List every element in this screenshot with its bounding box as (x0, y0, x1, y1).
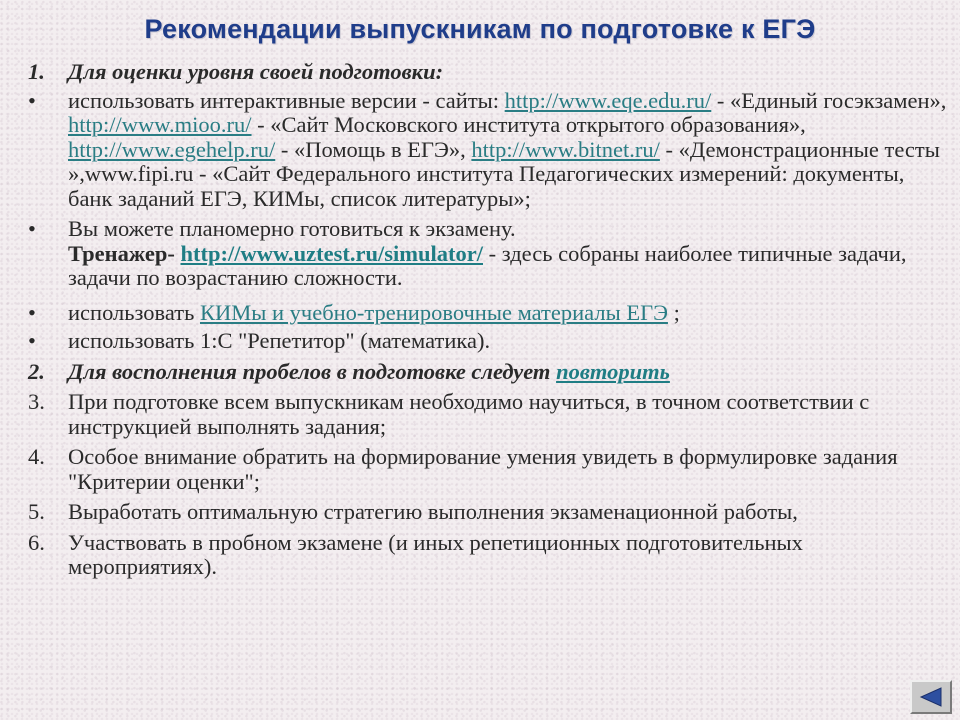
bullet-icon: • (28, 299, 36, 325)
page-title: Рекомендации выпускникам по подготовке к ЕГЭ (144, 14, 816, 44)
item-text: Выработать оптимальную стратегию выполнения экзаменационной работы, (68, 499, 798, 524)
bullet-icon: • (28, 328, 36, 353)
link-bitnet[interactable]: http://www.bitnet.ru/ (471, 136, 660, 162)
bullet-2-line-1: Вы можете планомерно готовиться к экзамену. (68, 216, 516, 241)
section-1-number: 1. (28, 59, 45, 84)
bullet-3-text-part: использовать (68, 299, 200, 325)
bullet-1-text-part: - «Сайт Московского института открытого образования», (251, 112, 806, 137)
list-item (28, 445, 953, 494)
bullet-2-text (68, 217, 953, 291)
list-item (28, 89, 953, 212)
list-item (28, 329, 953, 354)
item-number: 3. (28, 389, 45, 414)
list-item (28, 217, 953, 291)
section-1-heading (28, 60, 953, 85)
bullet-3-text-part: ; (667, 299, 680, 325)
item-text: При подготовке всем выпускникам необходимо научиться, в точном соответствии с инструкцией выполнять задания; (68, 389, 870, 439)
section-2 (28, 360, 953, 385)
bullet-1-text-part: - «Помощь в ЕГЭ», (275, 136, 472, 162)
item-text: Участвовать в пробном экзамене (и иных репетиционных подготовительных мероприятиях). (68, 529, 803, 579)
bullet-1-text-part: использовать интерактивные версии - сайты: (68, 87, 505, 113)
section-2-number: 2. (28, 358, 45, 384)
bullet-icon: • (28, 216, 36, 241)
list-item (28, 500, 953, 525)
item-number: 5. (28, 499, 45, 524)
link-ege-edu[interactable]: http://www.eqe.edu.ru/ (504, 87, 712, 113)
recommendations-list (28, 60, 953, 580)
trainer-description: - здесь собраны наиболее типичные задачи, задачи по возрастанию сложности. (68, 240, 907, 290)
link-kim-materials[interactable]: КИМы и учебно-тренировочные материалы ЕГЭ (199, 299, 668, 325)
bullet-1-text-part: - «Единый госэкзамен», (711, 87, 947, 113)
bullet-4-text: использовать 1:С "Репетитор" (математика). (68, 328, 491, 353)
section-2-text (68, 360, 953, 385)
trainer-label: Тренажер- (68, 240, 175, 266)
list-item (28, 531, 953, 580)
item-number: 6. (28, 529, 45, 555)
previous-slide-button[interactable] (910, 680, 952, 714)
link-uztest-simulator[interactable]: http://www.uztest.ru/simulator/ (180, 240, 483, 266)
bullet-1-text (68, 89, 953, 212)
bullet-icon: • (28, 87, 36, 113)
bullet-3-text (68, 301, 953, 326)
bullet-2-trainer (68, 242, 953, 291)
triangle-left-icon (919, 687, 943, 707)
item-number: 4. (28, 444, 45, 469)
item-text: Особое внимание обратить на формирование умения увидеть в формулировке задания "Критерии оценки"; (68, 444, 898, 494)
bullet-1-text-part: - «Демонстрационные тесты »,www.fipi.ru - «Сайт Федерального института Педагогических измерений: документы, банк заданий ЕГЭ, КИМы, список литературы»; (68, 136, 940, 211)
list-item (28, 390, 953, 439)
link-repeat[interactable]: повторить (556, 358, 670, 384)
list-item (28, 301, 953, 326)
section-2-text-part: Для восполнения пробелов в подготовке следует (68, 358, 557, 384)
link-mioo[interactable]: http://www.mioo.ru/ (68, 112, 252, 137)
section-1-heading-text: Для оценки уровня своей подготовки: (68, 59, 444, 84)
link-egehelp[interactable]: http://www.egehelp.ru/ (68, 136, 276, 162)
